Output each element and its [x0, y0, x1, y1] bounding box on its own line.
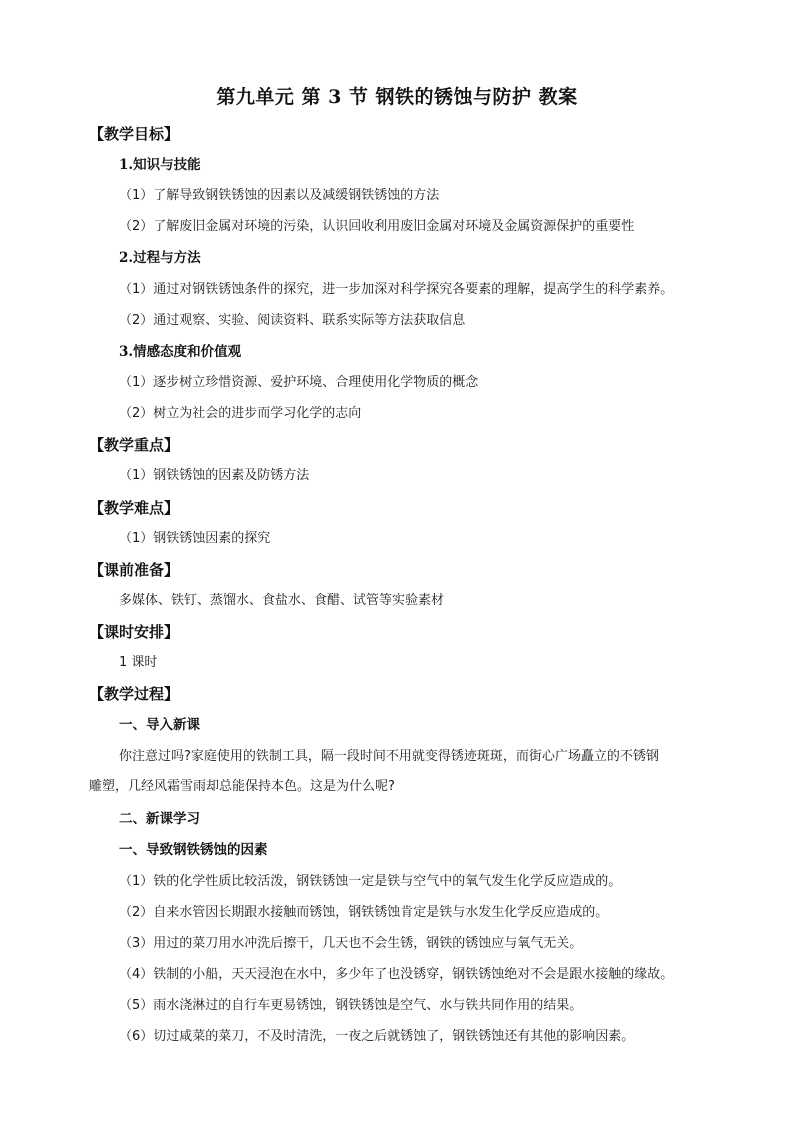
difficulties-heading: 【教学难点】 [89, 499, 180, 517]
schedule-text: 1 课时 [119, 655, 158, 670]
factors-heading: 一、导致钢铁锈蚀的因素 [119, 842, 268, 858]
factor-item: （6）切过咸菜的菜刀，不及时清洗，一夜之后就锈蚀了，钢铁锈蚀还有其他的影响因素。 [119, 1029, 635, 1044]
process-item: （2）通过观察、实验、阅读资料、联系实际等方法获取信息 [119, 313, 466, 328]
key-points-heading: 【教学重点】 [89, 436, 180, 454]
objectives-heading: 【教学目标】 [89, 125, 180, 143]
process-section-heading: 【教学过程】 [89, 685, 180, 703]
emotion-item: （2）树立为社会的进步而学习化学的志向 [119, 406, 362, 421]
difficulty-item: （1）钢铁锈蚀因素的探究 [119, 531, 271, 546]
preparation-text: 多媒体、铁钉、蒸馏水、食盐水、食醋、试管等实验素材 [119, 593, 445, 608]
process-heading: 2.过程与方法 [119, 250, 201, 266]
knowledge-item: （1）了解导致钢铁锈蚀的因素以及减缓钢铁锈蚀的方法 [119, 188, 440, 203]
factor-item: （5）雨水浇淋过的自行车更易锈蚀，钢铁锈蚀是空气、水与铁共同作用的结果。 [119, 998, 583, 1013]
factor-item: （4）铁制的小船，天天浸泡在水中，多少年了也没锈穿，钢铁锈蚀绝对不会是跟水接触的缘故。 [119, 967, 674, 982]
intro-text-line: 你注意过吗?家庭使用的铁制工具，隔一段时间不用就变得锈迹斑斑，而街心广场矗立的不锈钢 [119, 749, 659, 764]
schedule-heading: 【课时安排】 [89, 623, 180, 641]
key-point-item: （1）钢铁锈蚀的因素及防锈方法 [119, 468, 310, 483]
intro-heading: 一、导入新课 [119, 717, 200, 733]
emotion-item: （1）逐步树立珍惜资源、爱护环境、合理使用化学物质的概念 [119, 375, 479, 390]
document-title: 第九单元 第 3 节 钢铁的锈蚀与防护 教案 [216, 86, 578, 108]
factor-item: （2）自来水管因长期跟水接触而锈蚀，钢铁锈蚀肯定是铁与水发生化学反应造成的。 [119, 905, 609, 920]
factor-item: （1）铁的化学性质比较活泼，钢铁锈蚀一定是铁与空气中的氧气发生化学反应造成的。 [119, 874, 622, 889]
intro-text-line: 雕塑，几经风霜雪雨却总能保持本色。这是为什么呢? [89, 779, 395, 794]
new-lesson-heading: 二、新课学习 [119, 811, 200, 827]
process-item: （1）通过对钢铁锈蚀条件的探究，进一步加深对科学探究各要素的理解，提高学生的科学素养。 [119, 282, 674, 297]
knowledge-heading: 1.知识与技能 [119, 157, 201, 173]
preparation-heading: 【课前准备】 [89, 561, 180, 579]
emotion-heading: 3.情感态度和价值观 [119, 344, 242, 360]
factor-item: （3）用过的菜刀用水冲洗后擦干，几天也不会生锈，钢铁的锈蚀应与氧气无关。 [119, 936, 583, 951]
knowledge-item: （2）了解废旧金属对环境的污染，认识回收利用废旧金属对环境及金属资源保护的重要性 [119, 219, 635, 234]
